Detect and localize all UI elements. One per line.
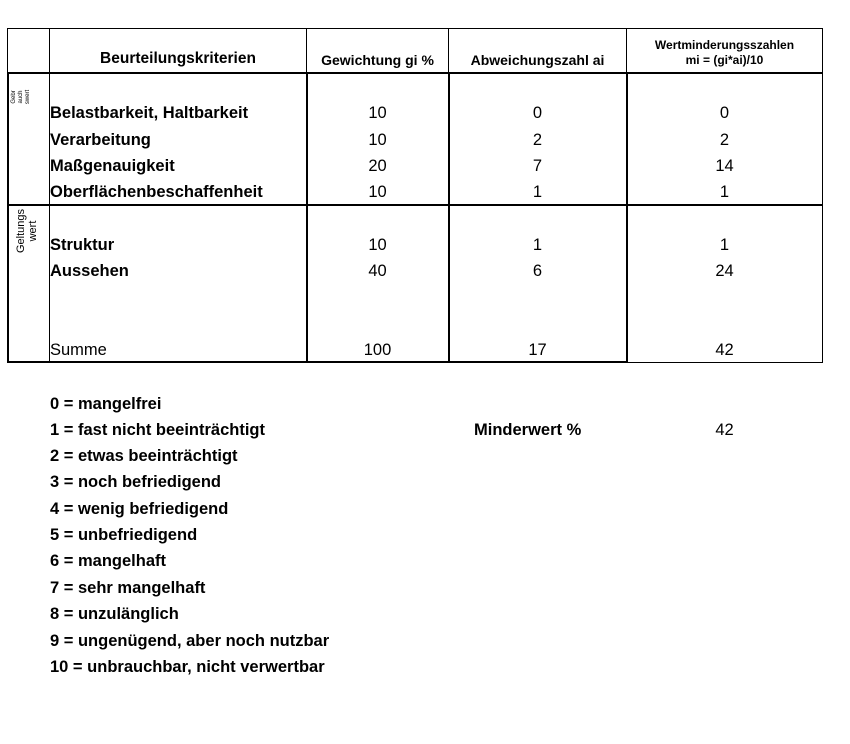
col-border-right	[822, 28, 823, 363]
reduction-cell: 1	[719, 183, 730, 201]
criterion-cell: Belastbarkeit, Haltbarkeit	[50, 104, 249, 122]
criterion-cell: Oberflächenbeschaffenheit	[50, 183, 263, 201]
weight-cell: 10	[368, 183, 387, 201]
deviation-cell: 6	[532, 262, 543, 280]
header-deviation: Abweichungszahl ai	[470, 52, 605, 68]
sum-label: Summe	[50, 341, 107, 359]
header-criteria: Beurteilungskriterien	[100, 50, 256, 67]
legend-item: 9 = ungenügend, aber noch nutzbar	[50, 632, 330, 650]
legend-item: 7 = sehr mangelhaft	[50, 579, 206, 597]
legend-item: 0 = mangelfrei	[50, 395, 162, 413]
reduction-cell: 0	[719, 104, 730, 122]
group-divider	[7, 204, 823, 206]
deviation-cell: 1	[532, 236, 543, 254]
header-weight: Gewichtung gi %	[321, 52, 434, 68]
sum-deviation: 17	[528, 341, 547, 359]
deviation-cell: 1	[532, 183, 543, 201]
group-label-geltungswert: Geltungs wert	[15, 208, 39, 254]
header-reduction-line2: mi = (gi*ai)/10	[685, 53, 764, 67]
header-reduction-line1: Wertminderungsszahlen	[654, 38, 795, 52]
legend-item: 5 = unbefriedigend	[50, 526, 198, 544]
legend-item: 3 = noch befriedigend	[50, 473, 221, 491]
header-reduction	[627, 38, 822, 68]
deviation-cell: 7	[532, 157, 543, 175]
weight-cell: 10	[368, 236, 387, 254]
legend-item: 2 = etwas beeinträchtigt	[50, 447, 238, 465]
reduction-cell: 1	[719, 236, 730, 254]
legend-item: 8 = unzulänglich	[50, 605, 179, 623]
group-label-gebrauchswert: Gebr auch swert	[11, 89, 31, 105]
header-bottom-border	[7, 72, 823, 74]
reduction-cell: 14	[715, 157, 734, 175]
table-bottom-border-thin	[627, 362, 823, 363]
table-top-border	[7, 28, 823, 29]
minderwert-label: Minderwert %	[474, 421, 582, 439]
criterion-cell: Aussehen	[50, 262, 129, 280]
criterion-cell: Maßgenauigkeit	[50, 157, 175, 175]
col-border-left	[7, 28, 8, 73]
legend-item: 10 = unbrauchbar, nicht verwertbar	[50, 658, 325, 676]
sum-weight: 100	[363, 341, 392, 359]
legend-item: 6 = mangelhaft	[50, 552, 166, 570]
weight-cell: 10	[368, 104, 387, 122]
reduction-cell: 2	[719, 131, 730, 149]
criterion-cell: Struktur	[50, 236, 115, 254]
legend-item: 4 = wenig befriedigend	[50, 500, 229, 518]
weight-cell: 20	[368, 157, 387, 175]
weight-cell: 40	[368, 262, 387, 280]
legend-item: 1 = fast nicht beeinträchtigt	[50, 421, 265, 439]
deviation-cell: 2	[532, 131, 543, 149]
deviation-cell: 0	[532, 104, 543, 122]
reduction-cell: 24	[715, 262, 734, 280]
criterion-cell: Verarbeitung	[50, 131, 151, 149]
col-border-left-body	[7, 73, 9, 363]
minderwert-value: 42	[715, 421, 734, 439]
weight-cell: 10	[368, 131, 387, 149]
sum-reduction: 42	[715, 341, 734, 359]
table-bottom-border-thick	[7, 361, 627, 363]
